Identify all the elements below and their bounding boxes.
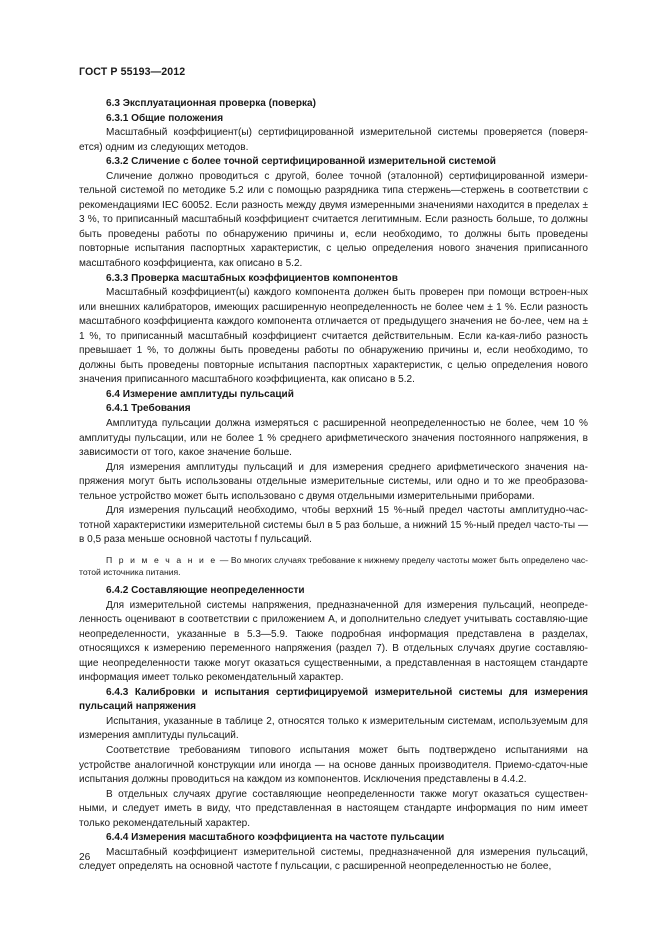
paragraph: Соответствие требованиям типового испытания может быть подтверждено испытаниями на устройстве аналогичной конструкции или иногда — на основе данных производителя. Приемо-сдаточ-ные испытания должны проводиться на каждом из компонентов. Исключения представлены в 4.4.2. <box>79 744 588 786</box>
paragraph: Для измерения амплитуды пульсаций и для измерения среднего арифметического значения на-пряжения могут быть использованы отдельные измерительные системы, или одно и то же преобразова-тельное устройство может быть использовано с двумя отдельными измерительными приборами. <box>79 461 588 502</box>
section-heading: 6.3 Эксплуатационная проверка (поверка) <box>106 98 316 109</box>
section-heading: 6.4 Измерение амплитуды пульсаций <box>106 388 294 400</box>
note-label: П р и м е ч а н и е <box>106 554 218 565</box>
subsection-heading: 6.3.1 Общие положения <box>106 112 224 124</box>
standard-designation: ГОСТ Р 55193—2012 <box>79 66 186 78</box>
subsection-heading: 6.4.2 Составляющие неопределенности <box>106 584 305 596</box>
note-text: — Во многих случаях требование к нижнему пределу частоты может быть определено час-тотой источника питания. <box>79 554 589 577</box>
paragraph: Сличение должно проводиться с другой, более точной (эталонной) сертифицированной измери-тельной системой по методике 5.2 или с помощью разрядника типа стержень—стержень в соответствии с рекомендациями IEC 60052. Если разность между двумя измеренными значениями находится в пределах ± 3 %, то приписанный масштабный коэффициент считается легитимным. Если разность больше, то должны быть проведены работы по обнаружению причины и, если необходимо, то должны быть проведены повторные испытания паспортных характеристик, с целью определения нового значения приписанного масштабного коэффициента, как описано в 5.2. <box>79 170 588 270</box>
subsection-heading: 6.4.3 Калибровки и испытания сертифицируемой измерительной системы для измерения пульсаций напряжения <box>79 686 588 713</box>
paragraph: Для измерительной системы напряжения, предназначенной для измерения пульсаций, неопреде-ленность оценивают в соответствии с приложением А, и дополнительно следует учитывать составляю-щие неопределенности, указанные в 5.3—5.9. Также подробная информация представлена в разделах, относящихся к измерению переменного напряжения (раздел 7). В отдельных случаях другие составляю-щие неопределенности также могут оказаться существенными, а представленная в настоящем стандарте информация имеет только рекомендательный характер. <box>79 599 588 684</box>
paragraph: Масштабный коэффициент(ы) сертифицированной измерительной системы проверяется (поверя-ется) одним из следующих методов. <box>79 127 588 153</box>
subsection-heading: 6.3.3 Проверка масштабных коэффициентов компонентов <box>106 272 398 284</box>
page-number: 26 <box>79 852 91 863</box>
subsection-heading: 6.3.2 Сличение с более точной сертифицированной измерительной системой <box>106 156 496 168</box>
paragraph: Масштабный коэффициент(ы) каждого компонента должен быть проверен при помощи встроен-ных или внешних калибраторов, имеющих расширенную неопределенность не более чем ± 1 %. Если разность масштабного коэффициента каждого компонента отличается от предыдущего значения не бо-лее, чем на ± 1 %, то приписанный масштабный коэффициент считается действительным. Если ка-кая-либо разность превышает 1 %, то должны быть проведены работы по обнаружению причины и, если необходимо, то должны быть проведены повторные испытания паспортных характеристик, с целью определения нового значения приписанного масштабного коэффициента, как описано в 5.2. <box>79 287 588 386</box>
document-body <box>79 97 588 875</box>
paragraph: Масштабный коэффициент измерительной системы, предназначенной для измерения пульсаций, следует определять на основной частоте f пульсации, с расширенной неопределенностью не более, <box>79 846 588 873</box>
paragraph: В отдельных случаях другие составляющие неопределенности также могут оказаться существен-ными, и следует иметь в виду, что представленная в настоящем стандарте информация по ним имеет только рекомендательный характер. <box>79 788 588 829</box>
paragraph: Амплитуда пульсации должна измеряться с расширенной неопределенностью не более, чем 10 % амплитуды пульсации, или не более 1 % среднего арифметического значения постоянного напряжения, в зависимости от того, какое значение больше. <box>79 418 588 459</box>
paragraph: Испытания, указанные в таблице 2, относятся только к измерительным системам, используемым для измерения амплитуды пульсаций. <box>79 715 588 742</box>
paragraph: Для измерения пульсаций необходимо, чтобы верхний 15 %-ный предел частоты амплитудно-час-тотной характеристики измерительной системы был в 5 раз больше, а нижний 15 %-ный предел часто-ты — в 0,5 раза меньше основной частоты f пульсаций. <box>79 505 588 546</box>
subsection-heading: 6.4.1 Требования <box>106 403 191 415</box>
subsection-heading: 6.4.4 Измерения масштабного коэффициента на частоте пульсации <box>106 832 445 844</box>
note <box>79 554 588 578</box>
